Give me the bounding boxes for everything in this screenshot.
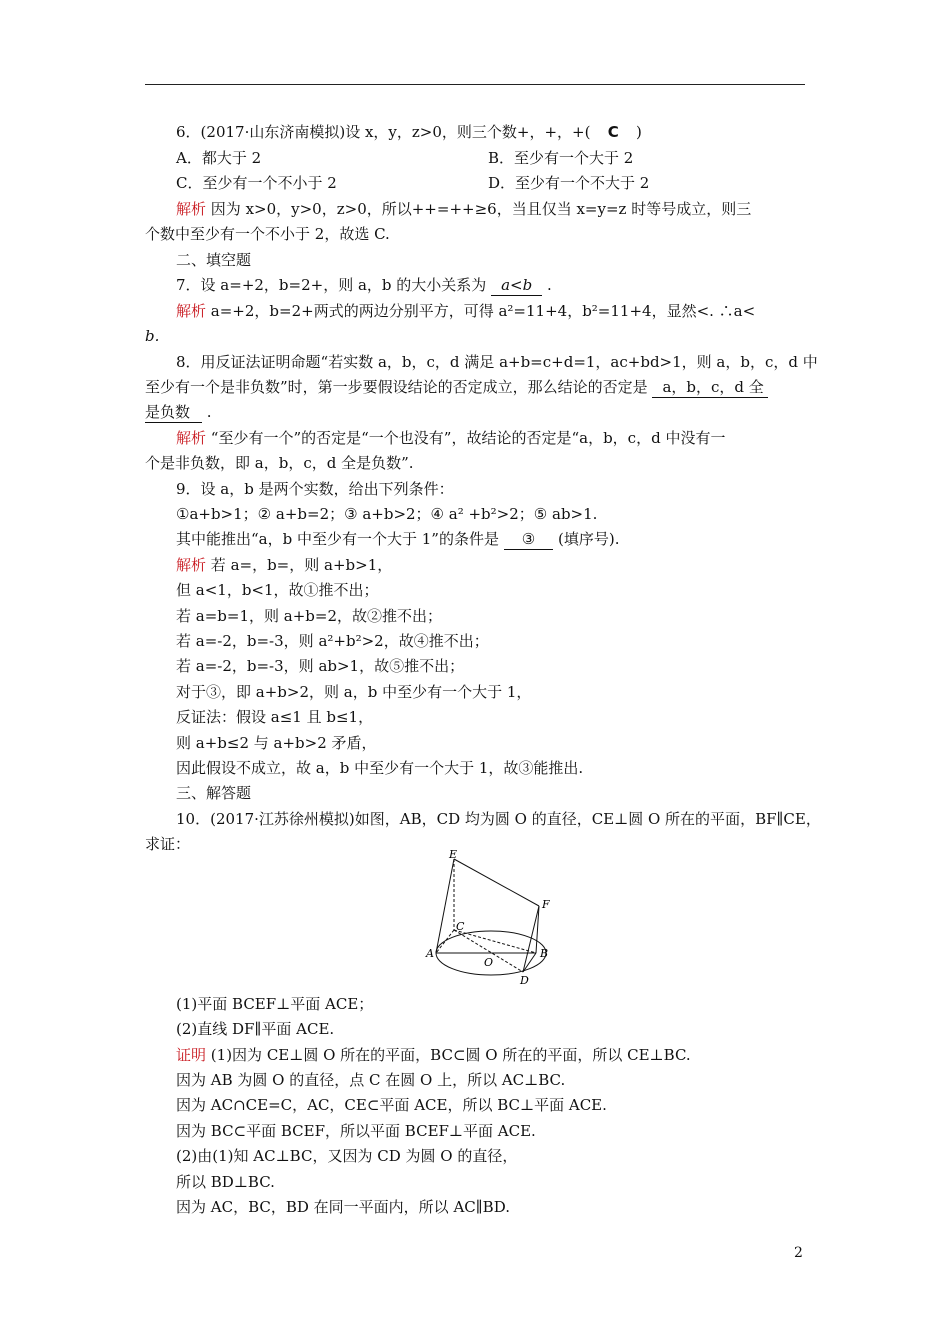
q9-jiexi-line: 对于③，即 a+b>2，则 a，b 中至少有一个大于 1， xyxy=(176,683,532,701)
label-a: A xyxy=(426,947,434,960)
q8-answer-part1: a，b，c，d 全 xyxy=(652,377,767,398)
q6-option-c: C．至少有一个不小于 2 xyxy=(176,174,337,192)
q8-line2 xyxy=(145,377,768,398)
q9-conditions: ①a+b>1；② a+b=2；③ a+b>2；④ a² +b²>2；⑤ ab>1. xyxy=(176,505,598,523)
q9-jiexi-line1 xyxy=(176,555,392,575)
q10-part1: (1)平面 BCEF⊥平面 ACE； xyxy=(176,995,374,1013)
q6-close: ) xyxy=(636,123,642,141)
q10-part2: (2)直线 DF∥平面 ACE. xyxy=(176,1020,335,1038)
q8-end: . xyxy=(206,403,212,421)
q6-jiexi-label: 解析 xyxy=(176,200,207,218)
q10-proof-line: 所以 BD⊥BC. xyxy=(176,1173,275,1191)
segment-ea xyxy=(436,859,454,953)
q9-question-pre: 其中能推出“a，b 中至少有一个大于 1”的条件是 xyxy=(176,530,499,548)
q8-line2-text: 至少有一个是非负数”时，第一步要假设结论的否定成立，那么结论的否定是 xyxy=(145,378,648,396)
q6-options-row1 xyxy=(176,148,796,168)
q6-jiexi-line1 xyxy=(176,199,751,219)
q10-proof-line: 因为 AC，BC，BD 在同一平面内，所以 AC∥BD. xyxy=(176,1198,510,1216)
page-number: 2 xyxy=(794,1245,803,1261)
q10-proof-line: 因为 BC⊂平面 BCEF，所以平面 BCEF⊥平面 ACE. xyxy=(176,1122,536,1140)
q8-line1: 8．用反证法证明命题“若实数 a，b，c，d 满足 a+b=c+d=1，ac+bd>1，则 a，b，c，d 中 xyxy=(176,353,818,371)
q7-stem: 7．设 a=+2，b=2+，则 a，b 的大小关系为 xyxy=(176,276,487,294)
section-answer: 三、解答题 xyxy=(176,784,252,802)
q7-jiexi-text2: b. xyxy=(145,327,160,345)
q6-option-b: B．至少有一个大于 2 xyxy=(488,149,634,167)
q7-stem-line xyxy=(176,275,552,296)
segment-ef xyxy=(454,859,539,906)
q9-question-line xyxy=(176,529,619,550)
q9-jiexi-label: 解析 xyxy=(176,556,207,574)
q9-jiexi-line: 因此假设不成立，故 a，b 中至少有一个大于 1，故③能推出. xyxy=(176,759,584,777)
q9-answer: ③ xyxy=(504,529,553,550)
label-c: C xyxy=(456,920,465,933)
section-fill-blank: 二、填空题 xyxy=(176,251,252,269)
q10-proof-line: 因为 AB 为圆 O 的直径，点 C 在圆 O 上，所以 AC⊥BC. xyxy=(176,1071,566,1089)
q6-jiexi-text1: 因为 x>0，y>0，z>0，所以++=++≥6，当且仅当 x=y=z 时等号成立，则三 xyxy=(210,200,752,218)
q10-line2: 求证： xyxy=(145,835,191,853)
q8-jiexi-label: 解析 xyxy=(176,429,207,447)
q10-proof-line: (2)由(1)知 AC⊥BC，又因为 CD 为圆 O 的直径， xyxy=(176,1147,518,1165)
q8-jiexi-text1: “至少有一个”的否定是“一个也没有”，故结论的否定是“a，b，c，d 中没有一 xyxy=(210,429,726,447)
q8-jiexi-line1 xyxy=(176,428,725,448)
q10-proof-label: 证明 xyxy=(176,1046,207,1064)
q10-proof-line1 xyxy=(176,1045,691,1065)
q6-option-a: A．都大于 2 xyxy=(176,149,262,167)
label-o: O xyxy=(484,956,494,969)
q9-jiexi-line: 若 a=-2，b=-3，则 ab>1，故⑤推不出； xyxy=(176,657,465,675)
q7-answer: a<b xyxy=(491,275,542,296)
q9-question-post: (填序号). xyxy=(557,530,620,548)
q9-jiexi-line: 若 a=-2，b=-3，则 a²+b²>2，故④推不出； xyxy=(176,632,489,650)
label-d: D xyxy=(520,974,529,987)
header-rule xyxy=(145,84,805,85)
segment-cb xyxy=(454,930,536,953)
q9-jiexi-line: 但 a<1，b<1，故①推不出； xyxy=(176,581,379,599)
q10-proof-line: 因为 AC∩CE=C，AC，CE⊂平面 ACE，所以 BC⊥平面 ACE. xyxy=(176,1096,607,1114)
q7-jiexi-line1 xyxy=(176,301,755,321)
label-b: B xyxy=(540,947,549,960)
q7-jiexi-label: 解析 xyxy=(176,302,207,320)
q6-answer: C xyxy=(607,123,619,141)
q6-stem: 6．(2017·山东济南模拟)设 x，y，z>0，则三个数+，+，+( xyxy=(176,123,591,141)
q8-line3 xyxy=(145,402,212,423)
geometry-figure xyxy=(425,850,560,988)
q9-jiexi-line: 若 a=b=1，则 a+b=2，故②推不出； xyxy=(176,607,442,625)
q7-end: . xyxy=(547,276,552,294)
q9-jiexi-text1: 若 a=，b=，则 a+b>1， xyxy=(210,556,393,574)
q8-answer-part2: 是负数 xyxy=(145,402,202,423)
q9-stem: 9．设 a，b 是两个实数，给出下列条件： xyxy=(176,480,454,498)
q10-proof-text1: (1)因为 CE⊥圆 O 所在的平面，BC⊂圆 O 所在的平面，所以 CE⊥BC. xyxy=(210,1046,691,1064)
q9-jiexi-line: 则 a+b≤2 与 a+b>2 矛盾， xyxy=(176,734,377,752)
label-f: F xyxy=(542,898,550,911)
q7-jiexi-text1: a=+2，b=2+两式的两边分别平方，可得 a²=11+4，b²=11+4，显然<. ∴a< xyxy=(210,302,756,320)
q10-line1: 10．(2017·江苏徐州模拟)如图，AB，CD 均为圆 O 的直径，CE⊥圆 O 所在的平面，BF∥CE， xyxy=(176,810,821,828)
label-e: E xyxy=(449,850,458,861)
q6-jiexi-text2: 个数中至少有一个不小于 2，故选 C. xyxy=(145,225,390,243)
q6-stem-line xyxy=(176,122,642,142)
q9-jiexi-line: 反证法：假设 a≤1 且 b≤1， xyxy=(176,708,374,726)
q8-jiexi-text2: 个是非负数，即 a，b，c，d 全是负数”. xyxy=(145,454,414,472)
q6-options-row2 xyxy=(176,173,796,193)
q6-option-d: D．至少有一个不大于 2 xyxy=(488,174,650,192)
